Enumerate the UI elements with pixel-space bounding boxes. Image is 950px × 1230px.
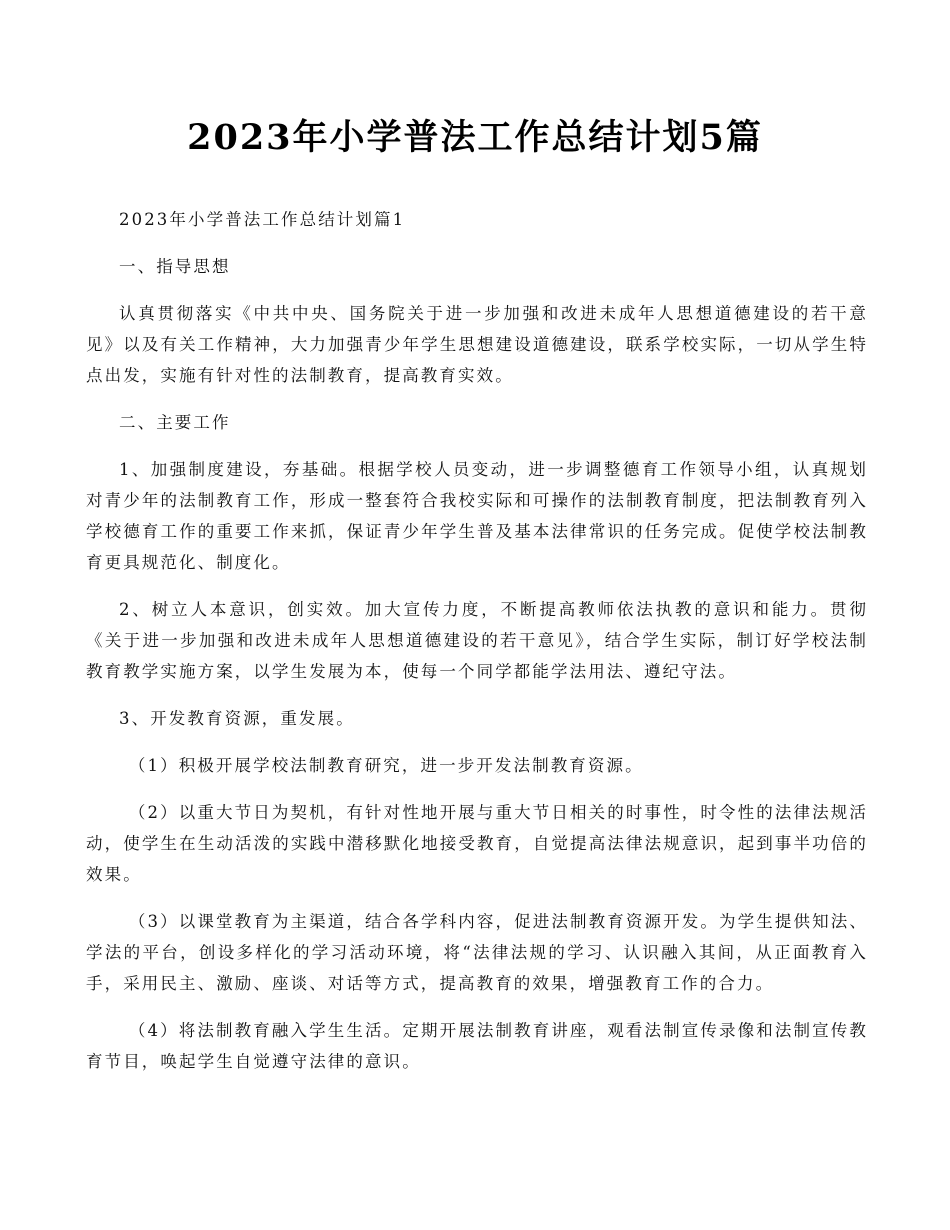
- list-item: （4）将法制教育融入学生生活。定期开展法制教育讲座，观看法制宣传录像和法制宣传教育节目，唤起学生自觉遵守法律的意识。: [86, 1021, 868, 1071]
- body-paragraph: 1、加强制度建设，夯基础。根据学校人员变动，进一步调整德育工作领导小组，认真规划对青少年的法制教育工作，形成一整套符合我校实际和可操作的法制教育制度，把法制教育列入学校德育工作的重要工作来抓，保证青少年学生普及基本法律常识的任务完成。促使学校法制教育更具规范化、制度化。: [86, 460, 868, 572]
- body-paragraph: 认真贯彻落实《中共中央、国务院关于进一步加强和改进未成年人思想道德建设的若干意见》以及有关工作精神，大力加强青少年学生思想建设道德建设，联系学校实际，一切从学生特点出发，实施有针对性的法制教育，提高教育实效。: [86, 304, 868, 385]
- section-heading: 2023年小学普法工作总结计划篇1: [119, 210, 406, 229]
- subsection-heading: 二、主要工作: [119, 413, 231, 432]
- document-body: [86, 204, 868, 1093]
- list-item: （1）积极开展学校法制教育研究，进一步开发法制教育资源。: [128, 756, 644, 775]
- body-paragraph: 2、树立人本意识，创实效。加大宣传力度，不断提高教师依法执教的意识和能力。贯彻《关于进一步加强和改进未成年人思想道德建设的若干意见》，结合学生实际，制订好学校法制教育教学实施方案，以学生发展为本，使每一个同学都能学法用法、遵纪守法。: [86, 600, 868, 681]
- body-paragraph: 3、开发教育资源，重发展。: [119, 709, 355, 728]
- list-item: （2）以重大节日为契机，有针对性地开展与重大节日相关的时事性，时令性的法律法规活动，使学生在生动活泼的实践中潜移默化地接受教育，自觉提高法律法规意识，起到事半功倍的效果。: [86, 803, 868, 884]
- subsection-heading: 一、指导思想: [119, 257, 231, 276]
- list-item: （3）以课堂教育为主渠道，结合各学科内容，促进法制教育资源开发。为学生提供知法、学法的平台，创设多样化的学习活动环境，将“法律法规的学习、认识融入其间，从正面教育入手，采用民主、激励、座谈、对话等方式，提高教育的效果，增强教育工作的合力。: [86, 912, 868, 993]
- document-title: 2023年小学普法工作总结计划5篇: [187, 117, 763, 158]
